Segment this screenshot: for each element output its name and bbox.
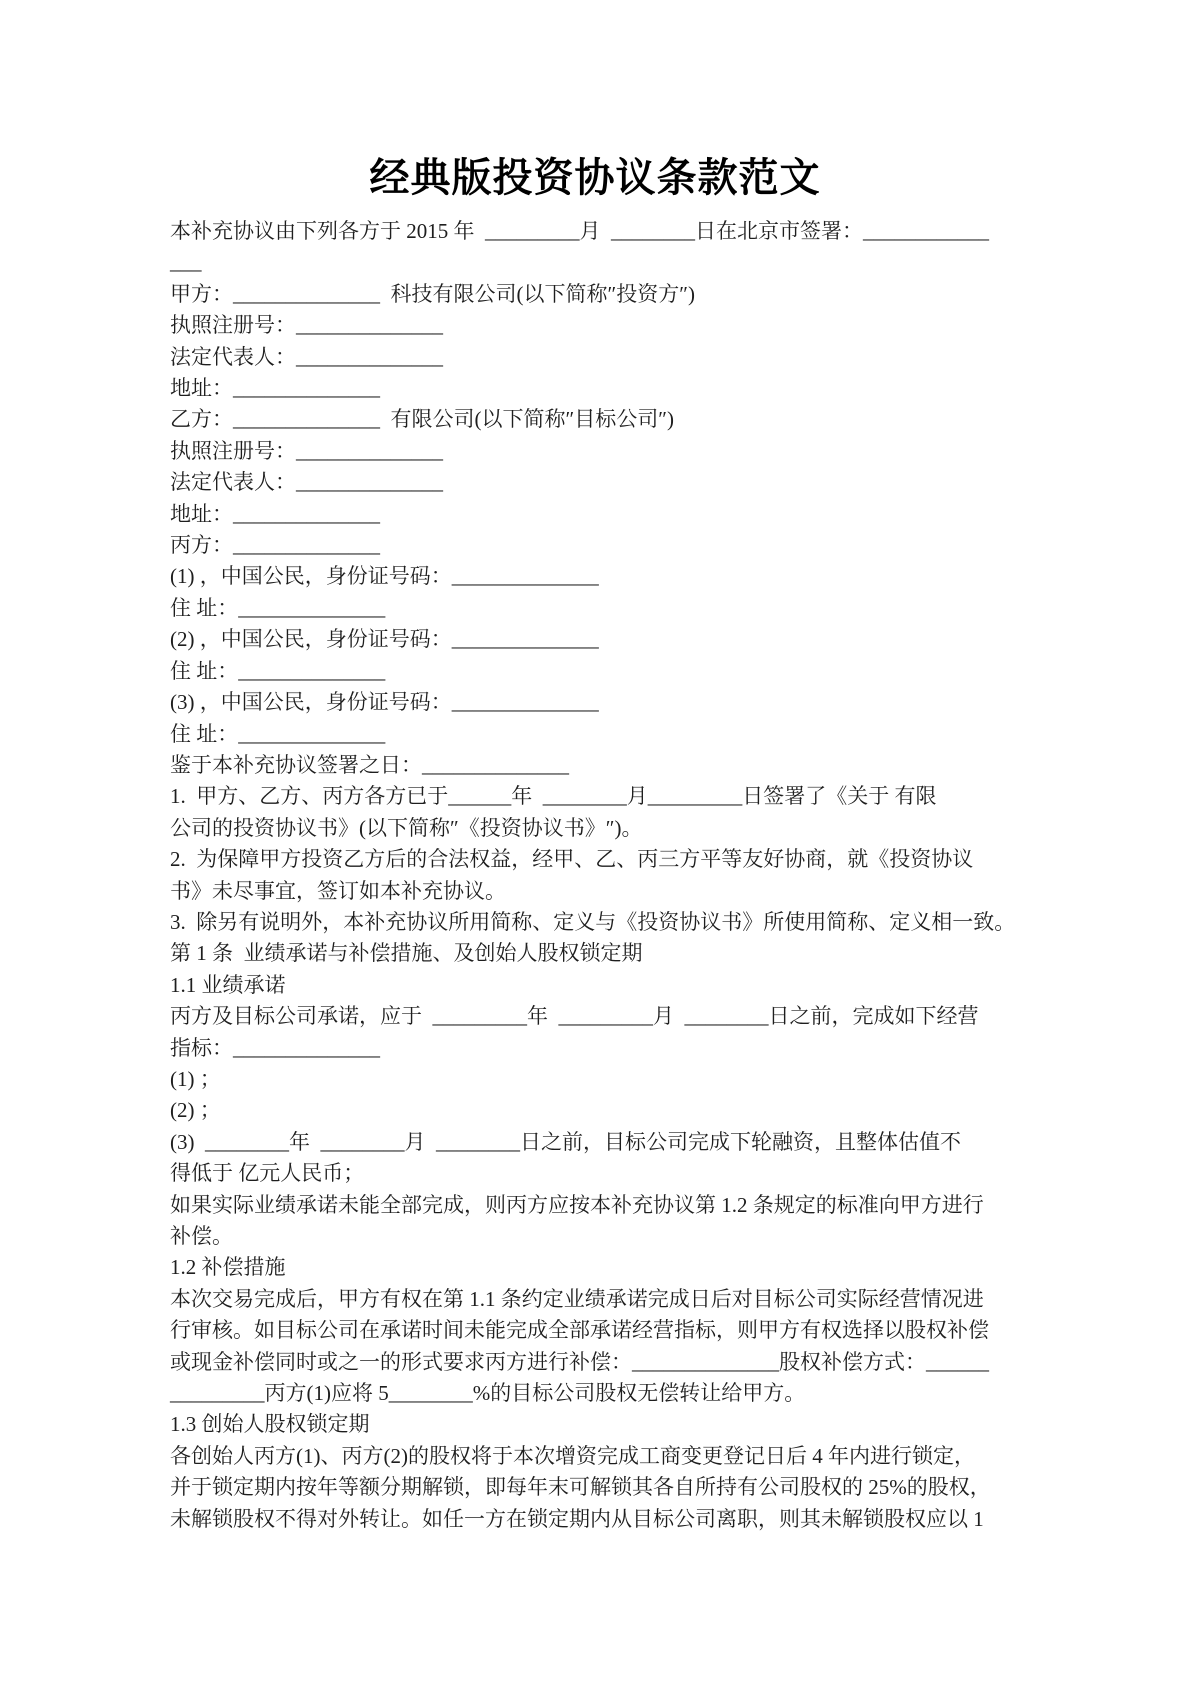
document-line: 1. 甲方、乙方、丙方各方已于______年 ________月_________日签署了《关于 有限 xyxy=(170,784,937,809)
document-line: (3) ，中国公民，身份证号码：______________ xyxy=(170,690,599,715)
document-line: 住 址：______________ xyxy=(170,595,386,620)
document-line: 各创始人丙方(1)、丙方(2)的股权将于本次增资完成工商变更登记日后 4 年内进行锁定， xyxy=(170,1443,975,1468)
document-line: 未解锁股权不得对外转让。如任一方在锁定期内从目标公司离职，则其未解锁股权应以 1 xyxy=(170,1506,984,1531)
document-line: 1.3 创始人股权锁定期 xyxy=(170,1412,370,1437)
document-line: 1.2 补偿措施 xyxy=(170,1255,286,1280)
document-title: 经典版投资协议条款范文 xyxy=(369,155,821,200)
document-line: 本次交易完成后，甲方有权在第 1.1 条约定业绩承诺完成日后对目标公司实际经营情况进 xyxy=(170,1286,984,1311)
document-line: 1.1 业绩承诺 xyxy=(170,972,286,997)
document-line: (3) ________年 ________月 ________日之前，目标公司完成下轮融资，且整体估值不 xyxy=(170,1129,961,1154)
document-line: 丙方及目标公司承诺，应于 _________年 _________月 ________日之前，完成如下经营 xyxy=(170,1004,979,1029)
document-line: 并于锁定期内按年等额分期解锁，即每年末可解锁其各自所持有公司股权的 25%的股权， xyxy=(170,1475,991,1500)
document-line: 执照注册号：______________ xyxy=(170,438,443,463)
document-line: 指标：______________ xyxy=(170,1035,380,1060)
document-line: 法定代表人：______________ xyxy=(170,470,443,495)
document-line: 得低于 亿元人民币； xyxy=(170,1161,365,1186)
document-line: 行审核。如目标公司在承诺时间未能完成全部承诺经营指标，则甲方有权选择以股权补偿 xyxy=(170,1318,989,1343)
document-line: 地址：______________ xyxy=(170,501,380,526)
document-line: 住 址：______________ xyxy=(170,721,386,746)
document-line: 住 址：______________ xyxy=(170,658,386,683)
document-line: 甲方：______________ 科技有限公司(以下简称″投资方″) xyxy=(170,281,695,306)
document-line: 或现金补偿同时或之一的形式要求丙方进行补偿：______________股权补偿方式：______ xyxy=(170,1349,989,1374)
document-line: (1) ； xyxy=(170,1066,221,1091)
document-line: (1) ，中国公民，身份证号码：______________ xyxy=(170,564,599,589)
document-line: (2) ，中国公民，身份证号码：______________ xyxy=(170,627,599,652)
document-line: 第 1 条 业绩承诺与补偿措施、及创始人股权锁定期 xyxy=(170,941,643,966)
document-line: 执照注册号：______________ xyxy=(170,313,443,338)
document-line: 书》未尽事宜，签订如本补充协议。 xyxy=(170,878,506,903)
document-line: 地址：______________ xyxy=(170,376,380,401)
document-line: 丙方：______________ xyxy=(170,533,380,558)
document-body xyxy=(170,216,1050,1535)
document-line: 乙方：______________ 有限公司(以下简称″目标公司″) xyxy=(170,407,674,432)
document-line: 3. 除另有说明外，本补充协议所用简称、定义与《投资协议书》所使用简称、定义相一致。 xyxy=(170,909,1016,934)
document-line: 法定代表人：______________ xyxy=(170,344,443,369)
document-line: 公司的投资协议书》(以下简称″《投资协议书》″)。 xyxy=(170,815,643,840)
document-line: 如果实际业绩承诺未能全部完成，则丙方应按本补充协议第 1.2 条规定的标准向甲方进行 xyxy=(170,1192,984,1217)
document-line: _________丙方(1)应将 5________%的目标公司股权无偿转让给甲方。 xyxy=(170,1381,806,1406)
document-line: 鉴于本补充协议签署之日：______________ xyxy=(170,752,569,777)
document-line: ___ xyxy=(170,250,202,275)
document-line: (2) ； xyxy=(170,1098,221,1123)
document-line: 2. 为保障甲方投资乙方后的合法权益，经甲、乙、丙三方平等友好协商，就《投资协议 xyxy=(170,847,974,872)
document-line: 补偿。 xyxy=(170,1224,233,1248)
document-line: 本补充协议由下列各方于 2015 年 _________月 ________日在北京市签署：____________ xyxy=(170,219,989,243)
